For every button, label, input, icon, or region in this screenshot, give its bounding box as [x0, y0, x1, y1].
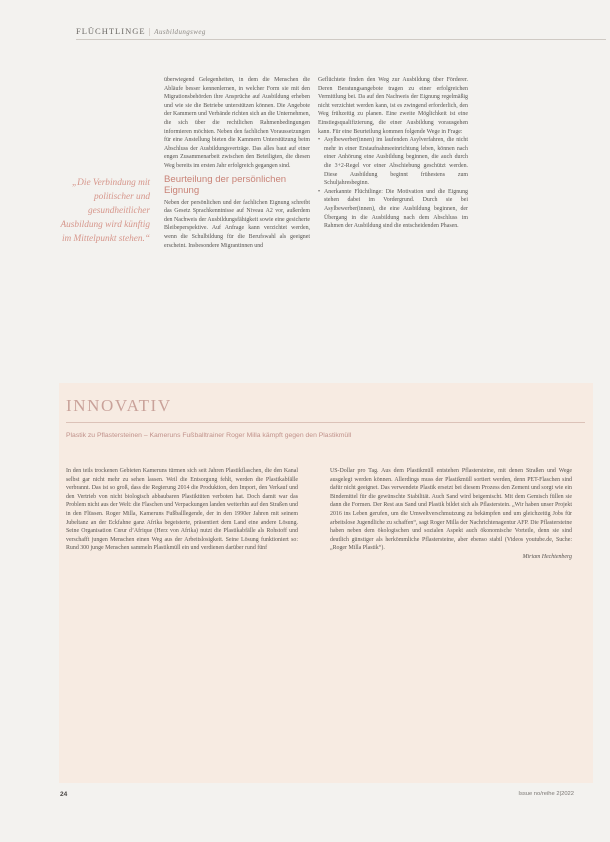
- info-box-paragraph: In den teils trockenen Gebieten Kameruns türmen sich seit Jahren Plastikflaschen, die den Kanal selbst gar nicht mehr zu sehen lassen. Weil die Entsorgung fehlt, werden die Plastikabfälle verbrannt. Das ist so groß, dass die Regierung 2014 die Produktion, den Import, den Verkauf und den Vertrieb von nicht biologisch abbaubaren Plastiktüten verboten hat. Doch damit war das Problem nicht aus der Welt: die Flaschen und Verpackungen landen weiterhin auf den Straßen und in den Flüssen. Roger Milla, Kameruns Fußballlegende, der in den 1990er Jahren mit seinem Jubeltanz an der Eckfahne ganz Afrika begeisterte, präsentiert dem Land eine andere Lösung. Seine Organisation Cœur d’Afrique (Herz von Afrika) nutzt die Plastikabfälle als Rohstoff und verschafft jungen Menschen einen Weg aus der Arbeitslosigkeit. Seine Lösung funktioniert so: Rund 300 junge Menschen sammeln Plastikmüll ein und verdienen darüber rund fünf: [66, 468, 298, 552]
- info-box-rule: [66, 422, 585, 423]
- bullet-item: • Anerkannte Flüchtlinge: Die Motivation und die Eignung stehen dabei im Vordergrund. Durch sie bei Asylbewerber(innen), die eine Ausbildung beginnen, der Übergang in die Ausbildung nach dem Abschluss im Rahmen der Ausbildung sind die entscheidenden Phasen.: [318, 188, 468, 231]
- info-box-paragraph: US-Dollar pro Tag. Aus dem Plastikmüll entstehen Pflastersteine, mit denen Straßen und Wege ausgelegt werden können. Allerdings muss der Plastikmüll sortiert werden, denn PET-Flaschen sind dafür nicht geeignet. Das verwendete Plastik ersetzt bei diesem Prozess den Zement und sorgt wie ein Bindemittel für die gewünschte Stabilität. Auch Sand wird beigemischt. Mit dem Gemisch füllen sie dann die Formen. Der Rest aus Sand und Plastik bildet sich als Pflasterstein. „Wir haben unser Projekt 2016 ins Leben gerufen, um die Umweltverschmutzung zu bekämpfen und um gleichzeitig Jobs für arbeitslose Jugendliche zu schaffen“, sagt Roger Milla der Nachrichtenagentur AFP. Die Pflastersteine haben neben dem ökologischen und sozialen Aspekt auch ökonomische Vorteile, denn sie sind deutlich günstiger als herkömmliche Pflastersteine, aber ebenso stabil (Videos youtube.de, Suche: „Roger Milla Plastik“).: [330, 468, 572, 552]
- info-box-subtitle: Plastik zu Pflastersteinen – Kameruns Fußballtrainer Roger Milla kämpft gegen den Plastikmüll: [66, 432, 352, 439]
- header-section: FLÜCHTLINGE: [76, 26, 146, 36]
- pull-quote: „Die Verbindung mit politischer und gesundheitlicher Ausbildung wird künftig im Mittelpunkt stehen.“: [60, 178, 150, 244]
- bullet-item: • Asylbewerber(innen) im laufenden Asylverfahren, die nicht mehr in einer Erstaufnahmeeinrichtung leben, können nach einer Anhörung eine Ausbildung beginnen, die auch durch die 3+2-Regel vor einer Abschiebung geschützt werden. Diese Ausbildung beginnt frühestens zum Schuljahresbeginn.: [318, 136, 468, 188]
- header-subsection: Ausbildungsweg: [154, 28, 206, 36]
- header-rule: [76, 39, 606, 40]
- article-paragraph: Neben der persönlichen und der fachlichen Eignung schreibt das Gesetz Sprachkenntnisse auf Niveau A2 vor, außerdem den Nachweis der Ausbildungsfähigkeit sowie eine gesicherte Bleibeperspektive. Auf Anfrage kann verzichtet werden, wenn die Schulbildung für die Berufswahl als geeignet erscheint. Insbesondere Migrantinnen und: [164, 199, 310, 249]
- info-box-column-2: [330, 467, 572, 752]
- page-number: 24: [60, 791, 68, 798]
- article-column-1: [164, 76, 310, 356]
- article-bullet-list: [318, 136, 468, 231]
- article-column-2: [318, 76, 468, 356]
- footer-source: Issue no/reihe 2|2022: [518, 791, 574, 797]
- article-paragraph: überwiegend Gelegenheiten, in dem die Menschen die Abläufe besser kennenlernen, in welcher Form sie mit den Migrationsbehörden ihre Ansprüche auf Ausbildung erheben und wie sie die Betriebe unterstützen können. Die Angebote der Kammern und Verbände richten sich an die Unternehmen, die sich über die rechtlichen Rahmenbedingungen informieren möchten. Neben den fachlichen Voraussetzungen für eine Anstellung bieten die Kammern Unterstützung beim Abschluss der Ausbildungsverträge. Das alles baut auf einer engen Zusammenarbeit zwischen den Beteiligten, die diesen Weg bereits im ersten Jahr erfolgreich gegangen sind.: [164, 77, 310, 169]
- article-subheading: Beurteilung der persönlichen Eignung: [164, 173, 287, 196]
- article-paragraph: Geflüchtete finden den Weg zur Ausbildung über Förderer. Deren Beratungsangebote tragen zu einer erfolgreichen Vermittlung bei. Da auf den Nachweis der Eignung regelmäßig nicht verzichtet werden kann, ist es zwingend erforderlich, den Weg frühzeitig zu planen. Eine zweite Möglichkeit ist eine Einstiegsqualifizierung, die einer Ausbildung vorausgehen kann. Für eine Beurteilung kommen folgende Wege in Frage:: [318, 77, 468, 135]
- info-box-column-1: [66, 467, 298, 752]
- header-separator: |: [148, 26, 152, 36]
- info-box-title: INNOVATIV: [66, 396, 172, 415]
- author-name: Miriam Hechtenberg: [522, 553, 572, 560]
